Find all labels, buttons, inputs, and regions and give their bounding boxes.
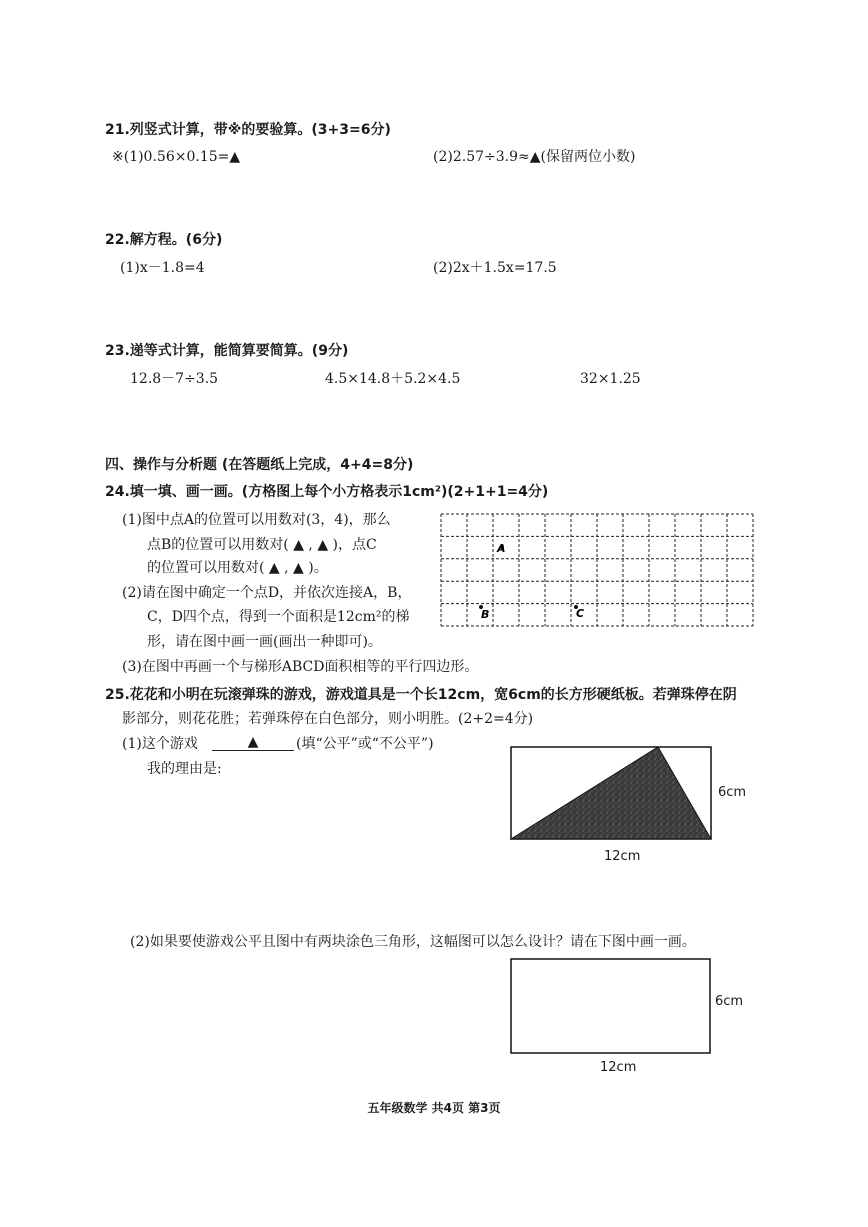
q24-line: 的位置可以用数对( ▲ , ▲ )。 [147, 560, 328, 576]
q22-part1: (1)x－1.8=4 [120, 260, 205, 276]
section4-title: 四、操作与分析题 (在答题纸上完成，4+4=8分) [105, 457, 414, 473]
q25-p1-prefix: (1)这个游戏 [122, 736, 198, 752]
q24-line: 点B的位置可以用数对( ▲ , ▲ )，点C [147, 537, 377, 553]
point-a-marker [496, 542, 506, 555]
q23-title: 23.递等式计算，能简算要简算。(9分) [105, 343, 349, 359]
q24-line: C，D四个点，得到一个面积是12cm²的梯 [147, 609, 410, 625]
q24-grid-figure [439, 512, 755, 628]
q24-line: (1)图中点A的位置可以用数对(3，4)，那么 [122, 512, 391, 528]
point-a-label: A [497, 542, 506, 555]
q24-line: 形，请在图中画一画(画出一种即可)。 [147, 634, 382, 650]
q25-title-line1: 25.花花和小明在玩滚弹珠的游戏，游戏道具是一个长12cm，宽6cm的长方形硬纸板。若弹珠停在阴 [105, 687, 737, 703]
q21-part1: ※(1)0.56×0.15=▲ [112, 149, 241, 165]
figure2-rectangle [511, 959, 710, 1053]
q24-line: (2)请在图中确定一个点D，并依次连接A，B， [122, 585, 412, 601]
q24-line: (3)在图中再画一个与梯形ABCD面积相等的平行四边形。 [122, 659, 479, 675]
q25-title-line2: 影部分，则花花胜；若弹珠停在白色部分，则小明胜。(2+2=4分) [122, 711, 534, 727]
q25-p1-reason: 我的理由是: [147, 761, 222, 777]
q23-item: 12.8－7÷3.5 [130, 371, 219, 387]
point-b-marker [479, 605, 489, 621]
q21-part2: (2)2.57÷3.9≈▲(保留两位小数) [433, 149, 636, 165]
point-b-label: B [481, 608, 490, 621]
q25-figure1 [510, 746, 712, 840]
page-footer: 五年级数学 共4页 第3页 [367, 1101, 501, 1115]
figure1-height-label: 6cm [718, 785, 747, 800]
q23-item: 4.5×14.8＋5.2×4.5 [325, 371, 461, 387]
q25-p1-blank: ▲ [212, 734, 294, 751]
q21-title: 21.列竖式计算，带※的要验算。(3+3=6分) [105, 122, 391, 138]
point-c-label: C [576, 607, 585, 620]
figure2-width-label: 12cm [600, 1060, 637, 1075]
q22-part2: (2)2x＋1.5x=17.5 [433, 260, 557, 276]
q24-title: 24.填一填、画一画。(方格图上每个小方格表示1cm²)(2+1+1=4分) [105, 484, 549, 500]
q25-p1-suffix: (填“公平”或“不公平”) [296, 736, 434, 752]
q23-item: 32×1.25 [580, 371, 641, 387]
q25-figure2 [510, 958, 712, 1054]
figure2-height-label: 6cm [715, 994, 744, 1009]
figure1-width-label: 12cm [604, 849, 641, 864]
q22-title: 22.解方程。(6分) [105, 232, 223, 248]
q25-p2: (2)如果要使游戏公平且图中有两块涂色三角形，这幅图可以怎么设计？请在下图中画一画。 [130, 934, 696, 950]
point-c-marker [574, 605, 584, 620]
